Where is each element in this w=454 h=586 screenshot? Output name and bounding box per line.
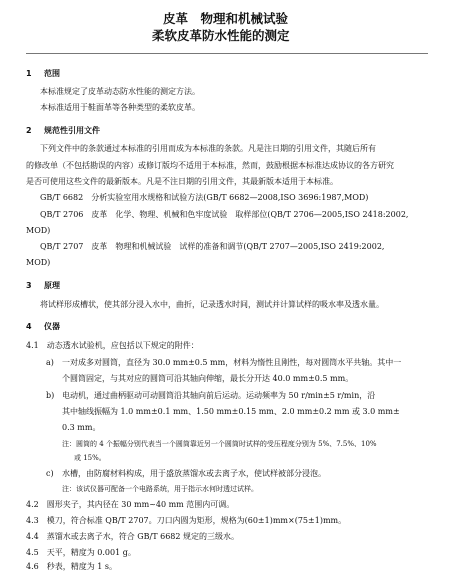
item-b-marker: b)	[46, 391, 55, 400]
section-1-para-2: 本标准适用于鞋面革等各种类型的柔软皮革。	[40, 103, 200, 112]
item-b-line-1: 电动机，通过曲柄驱动可动圆筒沿其轴向前后运动。运动频率为 50 r/min±5 r/min，沿	[62, 391, 376, 400]
section-2-intro-2: 的修改单（不包括勘误的内容）或修订版均不适用于本标准，然而，鼓励根据本标准达成协议的各方研究	[26, 161, 394, 170]
item-c-marker: c)	[46, 469, 54, 478]
section-4-heading: 仪器	[44, 322, 60, 331]
item-c-line-1: 水槽，由防腐材料构成，用于盛放蒸馏水或去离子水，使试样被部分浸泡。	[62, 469, 326, 478]
doc-title-line2: 柔软皮革防水性能的测定	[152, 28, 290, 43]
section-4-number: 4	[26, 322, 32, 331]
item-a-marker: a)	[46, 358, 54, 367]
section-3-number: 3	[26, 281, 32, 290]
section-2-heading: 规范性引用文件	[44, 126, 100, 135]
section-2-intro-1: 下列文件中的条款通过本标准的引用而成为本标准的条款。凡是注日期的引用文件，其随后所有	[40, 144, 376, 153]
section-2-number: 2	[26, 126, 32, 135]
item-4-6: 4.6 秒表，精度为 1 s。	[26, 562, 118, 571]
item-4-3: 4.3 模刀，符合标准 QB/T 2707。刀口内圆为矩形，规格为(60±1)mm×(75±1)mm。	[26, 516, 347, 525]
item-4-2: 4.2 圆形夹子，其内径在 30 mm~40 mm 范围内可调。	[26, 500, 235, 509]
item-4-4: 4.4 蒸馏水或去离子水，符合 GB/T 6682 规定的三级水。	[26, 532, 240, 541]
item-c-note: 注：该试仪器可配备一个电路系统，用于指示水何时透过试样。	[62, 485, 258, 493]
reference-qb-t-2707: QB/T 2707 皮革 物理和机械试验 试样的准备和调节(QB/T 2707—2005,ISO 2419:2002,	[40, 242, 385, 251]
section-3-heading: 原理	[44, 281, 60, 290]
item-b-note-2: 或 15%。	[74, 454, 106, 462]
item-b-line-3: 0.3 mm。	[62, 423, 101, 432]
title-rule	[26, 53, 428, 54]
reference-qb-t-2707-cont: MOD)	[26, 258, 51, 267]
reference-qb-t-2706: QB/T 2706 皮革 化学、物理、机械和色牢度试验 取样部位(QB/T 2706—2005,ISO 2418:2002,	[40, 210, 409, 219]
reference-qb-t-2706-cont: MOD)	[26, 226, 51, 235]
doc-title-line1: 皮革 物理和机械试验	[163, 11, 289, 26]
section-2-intro-3: 是否可使用这些文件的最新版本。凡是不注日期的引用文件，其最新版本适用于本标准。	[26, 177, 338, 186]
item-a-line-1: 一对成多对圆筒，直径为 30.0 mm±0.5 mm，材料为惰性且刚性，每对圆筒水平共轴。其中一	[62, 358, 402, 367]
section-1-heading: 范围	[44, 69, 60, 78]
section-1-number: 1	[26, 69, 32, 78]
item-b-line-2: 其中轴线振幅为 1.0 mm±0.1 mm、1.50 mm±0.15 mm、2.0 mm±0.2 mm 或 3.0 mm±	[62, 407, 400, 416]
item-4-5: 4.5 天平，精度为 0.001 g。	[26, 548, 136, 557]
item-4-1: 4.1 动态透水试验机，应包括以下规定的附件：	[26, 341, 199, 350]
section-3-para-1: 将试样形成槽状，使其部分浸入水中，曲折，记录透水时间，测试并计算试样的吸水率及透水量。	[40, 300, 384, 309]
item-a-line-2: 个圆筒固定，与其对应的圆筒可沿其轴向伸缩，最长分开达 40.0 mm±0.5 mm。	[62, 374, 354, 383]
section-1-para-1: 本标准规定了皮革动态防水性能的测定方法。	[40, 87, 200, 96]
item-b-note-1: 注：圆筒的 4 个振幅分别代表当一个圆筒靠近另一个圆筒时试样的受压程度分别为 5%、7.5%、10%	[62, 440, 377, 448]
reference-gb-t-6682: GB/T 6682 分析实验室用水规格和试验方法(GB/T 6682—2008,ISO 3696:1987,MOD)	[40, 193, 369, 202]
